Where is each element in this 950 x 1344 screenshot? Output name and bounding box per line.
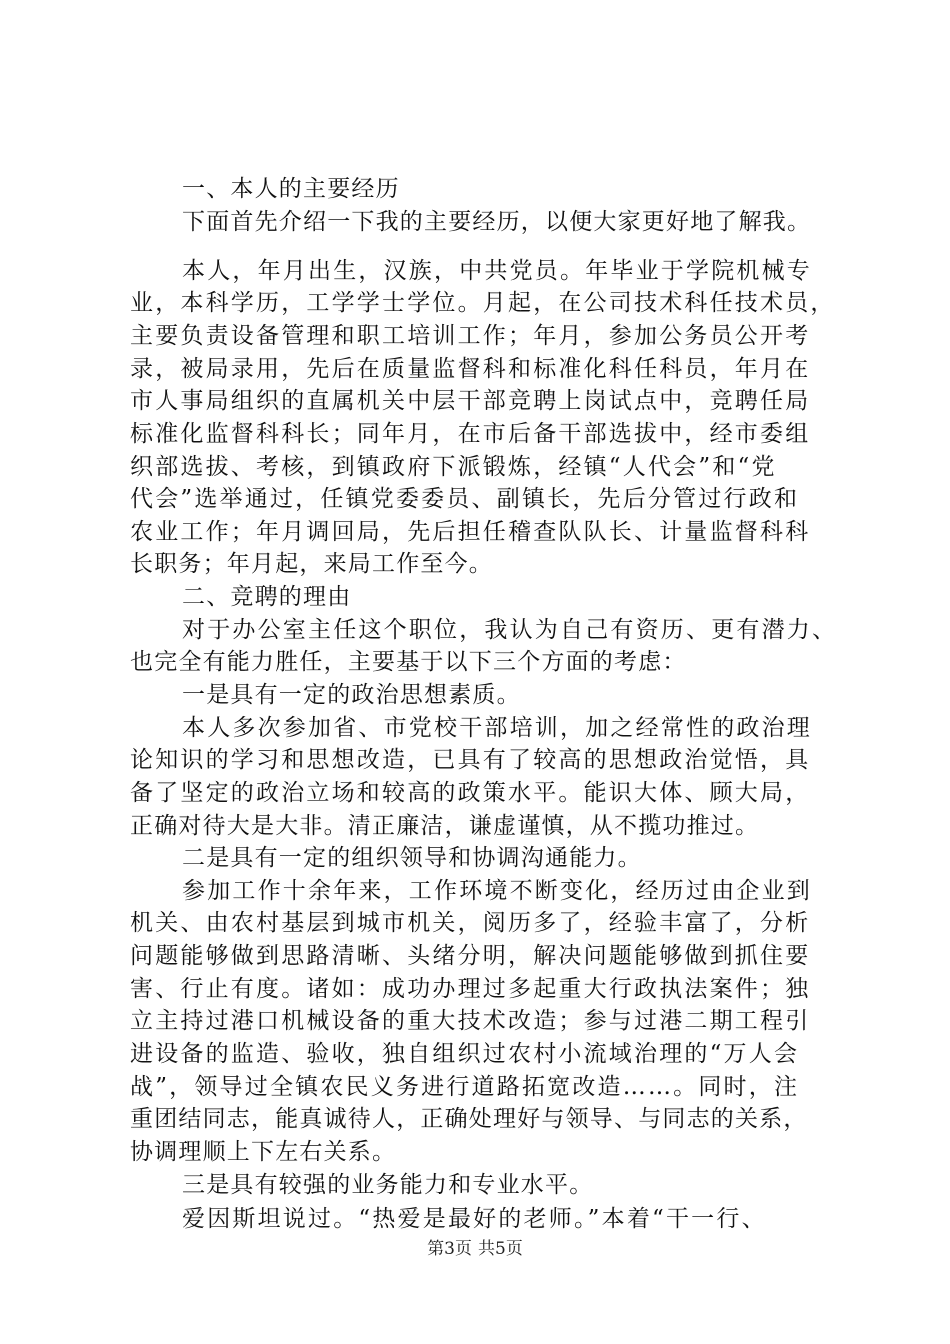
paragraph-line: 也完全有能力胜任，主要基于以下三个方面的考虑：: [130, 649, 687, 676]
paragraph-line: 业，本科学历，工学学士学位。月起，在公司技术科任技术员，: [130, 290, 836, 317]
paragraph-line: 录，被局录用，先后在质量监督科和标准化科任科员，年月在: [130, 355, 811, 382]
paragraph-line: 进设备的监造、验收，独自组织过农村小流域治理的“万人会: [130, 1041, 800, 1068]
paragraph-line: 备了坚定的政治立场和较高的政策水平。能识大体、顾大局，: [130, 779, 811, 806]
paragraph-line: 下面首先介绍一下我的主要经历，以便大家更好地了解我。: [182, 208, 812, 235]
paragraph-line: 正确对待大是大非。清正廉洁，谦虚谨慎，从不揽功推过。: [130, 812, 760, 839]
paragraph-line: 织部选拔、考核，到镇政府下派锻炼，经镇“人代会”和“党: [130, 453, 777, 480]
total-pages: 共5页: [478, 1239, 523, 1259]
paragraph-line: 本人，年月出生，汉族，中共党员。年毕业于学院机械专: [182, 257, 812, 284]
paragraph-line: 参加工作十余年来，工作环境不断变化，经历过由企业到: [182, 877, 812, 904]
paragraph-line: 标准化监督科科长；同年月，在市后备干部选拔中，经市委组: [130, 420, 811, 447]
paragraph-line: 机关、由农村基层到城市机关，阅历多了，经验丰富了，分析: [130, 910, 811, 937]
paragraph-line: 长职务；年月起，来局工作至今。: [130, 551, 493, 578]
page-number: 第3页: [427, 1239, 472, 1259]
paragraph-line: 市人事局组织的直属机关中层干部竞聘上岗试点中，竞聘任局: [130, 388, 811, 415]
paragraph-line: 重团结同志，能真诚待人，正确处理好与领导、与同志的关系，: [130, 1106, 808, 1133]
paragraph-line: 协调理顺上下左右关系。: [130, 1138, 397, 1165]
paragraph-line: 战”，领导过全镇农民义务进行道路拓宽改造……。同时，注: [130, 1073, 800, 1100]
paragraph-line: 对于办公室主任这个职位，我认为自己有资历、更有潜力、: [182, 616, 838, 643]
paragraph-line: 论知识的学习和思想改造，已具有了较高的思想政治觉悟，具: [130, 747, 811, 774]
paragraph-line: 本人多次参加省、市党校干部培训，加之经常性的政治理: [182, 714, 812, 741]
paragraph-line: 农业工作；年月调回局，先后担任稽查队队长、计量监督科科: [130, 518, 811, 545]
paragraph-line: 主要负责设备管理和职工培训工作；年月，参加公务员公开考: [130, 322, 811, 349]
subheading-political-quality: 一是具有一定的政治思想素质。: [182, 682, 521, 708]
page-footer: [0, 1238, 950, 1260]
subheading-leadership: 二是具有一定的组织领导和协调沟通能力。: [182, 845, 642, 872]
paragraph-line: 害、行止有度。诸如：成功办理过多起重大行政执法案件；独: [130, 975, 811, 1002]
paragraph-line: 爱因斯坦说过。“热爱是最好的老师。”本着“干一行、: [182, 1205, 767, 1232]
paragraph-line: 代会”选举通过，任镇党委委员、副镇长，先后分管过行政和: [130, 486, 800, 513]
subheading-business-ability: 三是具有较强的业务能力和专业水平。: [182, 1171, 594, 1198]
heading-main-experience: 一、本人的主要经历: [182, 176, 400, 203]
paragraph-line: 问题能够做到思路清晰、头绪分明，解决问题能够做到抓住要: [130, 943, 811, 970]
heading-reasons: 二、竞聘的理由: [182, 584, 352, 611]
paragraph-line: 立主持过港口机械设备的重大技术改造；参与过港二期工程引: [130, 1008, 811, 1035]
